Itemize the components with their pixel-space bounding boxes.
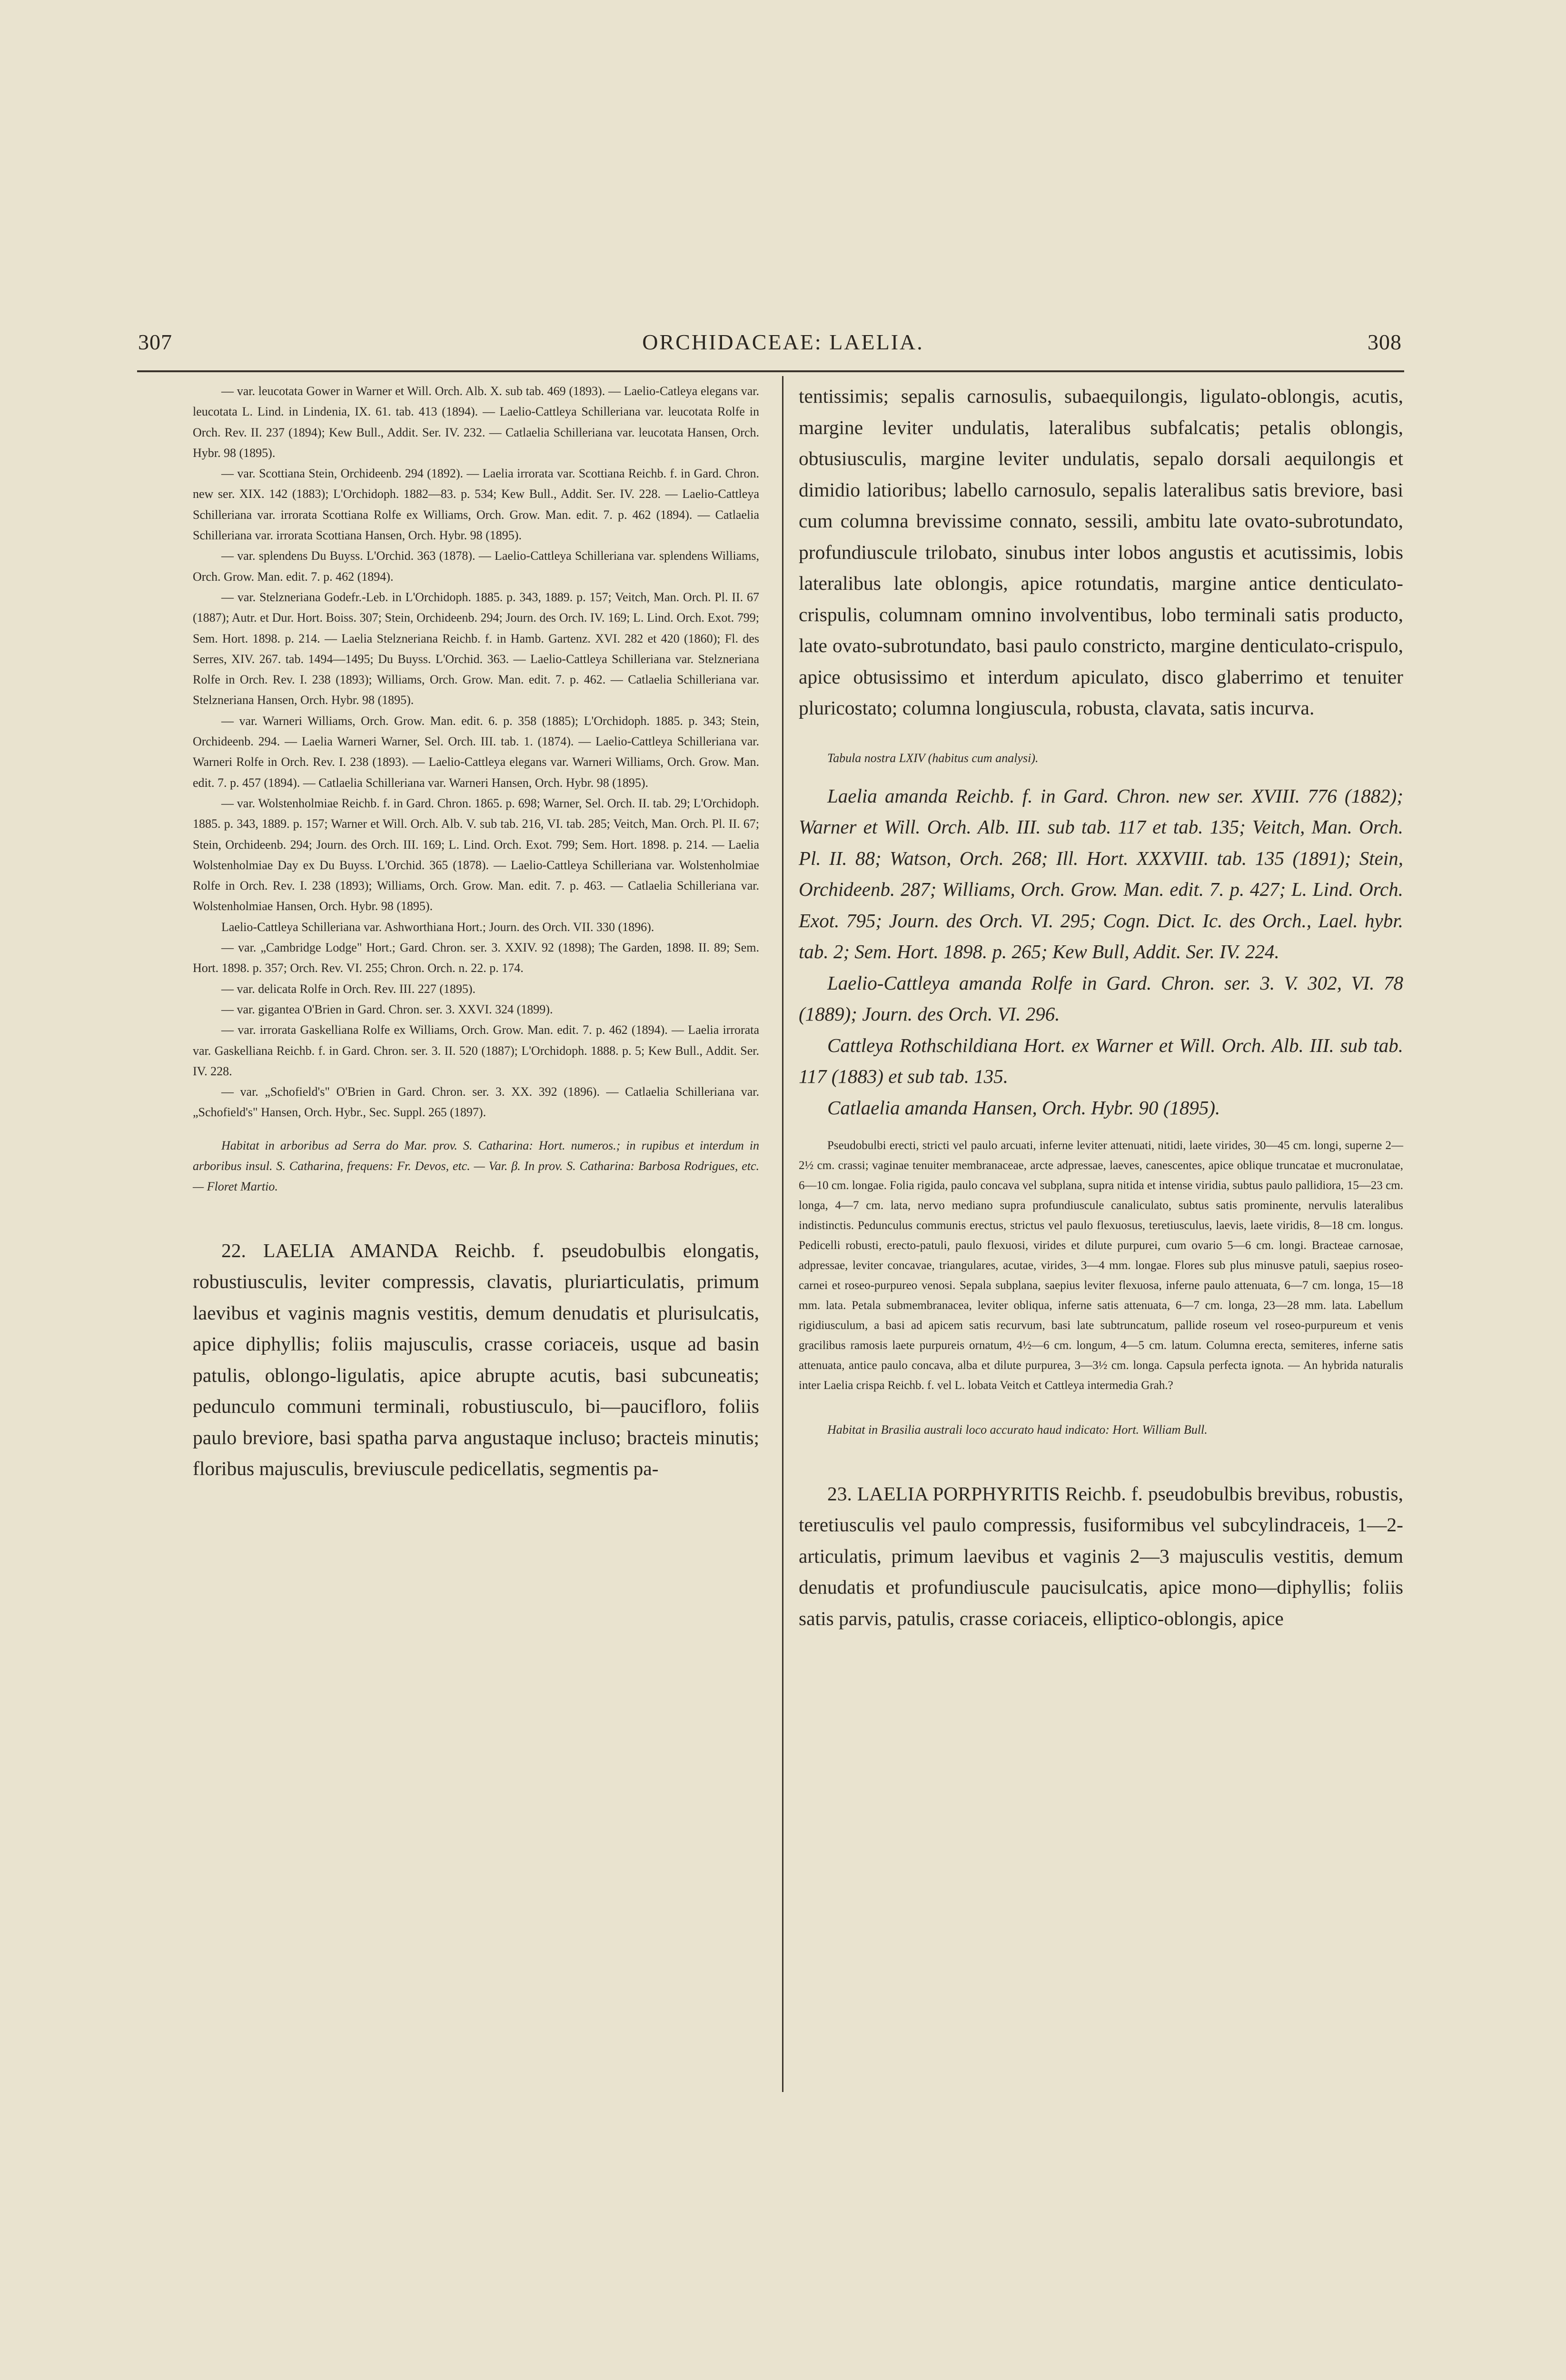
column-divider [782, 376, 783, 2092]
left-page-number: 307 [138, 330, 172, 354]
right-column [799, 381, 1403, 1634]
header-rule [137, 370, 1404, 372]
species-22-description: 22. LAELIA AMANDA Reichb. f. pseudobulbis elongatis, robustiusculis, leviter compressis, clavatis, pluriarticulatis, primum laevibus et vaginis magnis vestitis, demum denudatis et plurisulcatis, apice diphyllis; foliis majusculis, crasse coriaceis, usque ad basin patulis, oblongo-ligulatis, apice abrupte acutis, basi subcuneatis; pedunculo communi terminali, robustiusculo, bi—paucifloro, foliis paulo breviore, basi spatha parva angustaque incluso; bracteis minutis; floribus majusculis, breviuscule pedicellatis, segmentis pa- [193, 1239, 759, 1480]
habitat-note: Habitat in arboribus ad Serra do Mar. prov. S. Catharina: Hort. numeros.; in rupibus et interdum in arboribus insul. S. Catharina, frequens: Fr. Devos, etc. — Var. β. In prov. S. Catharina: Barbosa Rodrigues, etc. — Floret Martio. [193, 1138, 759, 1194]
variety-entry: — var. Wolstenholmiae Reichb. f. in Gard. Chron. 1865. p. 698; Warner, Sel. Orch. II. tab. 29; L'Orchidoph. 1885. p. 343, 1889. p. 157; Warner et Will. Orch. Alb. V. sub tab. 216, VI. tab. 285; Veitch, Man. Orch. Pl. II. 67; Stein, Orchideenb. 294; Journ. des Orch. III. 169; L. Lind. Orch. Exot. 799; Sem. Hort. 1898. p. 214. — Laelia Wolstenholmiae Day ex Du Buyss. L'Orchid. 365 (1878). — Laelio-Cattleya Schilleriana var. Wolstenholmiae Rolfe in Orch. Rev. I. 238 (1893); Williams, Orch. Grow. Man. edit. 7. p. 463. — Catlaelia Schilleriana var. Wolstenholmiae Hansen, Orch. Hybr. 98 (1895). [193, 796, 759, 913]
plate-reference: Tabula nostra LXIV (habitus cum analysi). [827, 751, 1039, 765]
variety-entry: — var. irrorata Gaskelliana Rolfe ex Williams, Orch. Grow. Man. edit. 7. p. 462 (1894). — Laelia irrorata var. Gaskelliana Reichb. f. in Gard. Chron. ser. 3. II. 520 (1887); L'Orchidoph. 1888. p. 5; Kew Bull., Addit. Ser. IV. 228. [193, 1023, 759, 1078]
synonymy-entry: Laelia amanda Reichb. f. in Gard. Chron. new ser. XVIII. 776 (1882); Warner et Will. Orch. Alb. III. sub tab. 117 et tab. 135; Veitch, Man. Orch. Pl. II. 88; Watson, Orch. 268; Ill. Hort. XXXVIII. tab. 135 (1891); Stein, Orchideenb. 287; Williams, Orch. Grow. Man. edit. 7. p. 427; L. Lind. Orch. Exot. 795; Journ. des Orch. VI. 295; Cogn. Dict. Ic. des Orch., Lael. hybr. tab. 2; Sem. Hort. 1898. p. 265; Kew Bull, Addit. Ser. IV. 224. [799, 784, 1403, 963]
species-23-description: 23. LAELIA PORPHYRITIS Reichb. f. pseudobulbis brevibus, robustis, teretiusculis vel paulo compressis, fusiformibus vel subcylindraceis, 1—2-articulatis, primum laevibus et vaginis 2—3 majusculis vestitis, demum denudatis et profundiuscule paucisulcatis, apice mono—diphyllis; foliis satis parvis, patulis, crasse coriaceis, elliptico-oblongis, apice [799, 1482, 1403, 1629]
synonymy-entry: Laelio-Cattleya amanda Rolfe in Gard. Chron. ser. 3. V. 302, VI. 78 (1889); Journ. des Orch. VI. 296. [799, 972, 1403, 1025]
variety-entry: Laelio-Cattleya Schilleriana var. Ashworthiana Hort.; Journ. des Orch. VII. 330 (1896). [221, 920, 654, 934]
left-column [193, 381, 759, 1485]
variety-entry: — var. gigantea O'Brien in Gard. Chron. ser. 3. XXVI. 324 (1899). [221, 1002, 553, 1016]
variety-entry: — var. leucotata Gower in Warner et Will. Orch. Alb. X. sub tab. 469 (1893). — Laelio-Catleya elegans var. leucotata L. Lind. in Lindenia, IX. 61. tab. 413 (1894). — Laelio-Cattleya Schilleriana var. leucotata Rolfe in Orch. Rev. II. 237 (1894); Kew Bull., Addit. Ser. IV. 232. — Catlaelia Schilleriana var. leucotata Hansen, Orch. Hybr. 98 (1895). [193, 384, 759, 460]
variety-entry: — var. Warneri Williams, Orch. Grow. Man. edit. 6. p. 358 (1885); L'Orchidoph. 1885. p. 343; Stein, Orchideenb. 294. — Laelia Warneri Warner, Sel. Orch. III. tab. 1. (1874). — Laelio-Cattleya Schilleriana var. Warneri Rolfe in Orch. Rev. I. 238 (1893). — Laelio-Cattleya elegans var. Warneri Williams, Orch. Grow. Man. edit. 7. p. 457 (1894). — Catlaelia Schilleriana var. Warneri Hansen, Orch. Hybr. 98 (1895). [193, 714, 759, 790]
species-22-description-continued: tentissimis; sepalis carnosulis, subaequilongis, ligulato-oblongis, acutis, margine leviter undulatis, lateralibus subfalcatis; petalis oblongis, obtusiusculis, margine leviter undulatis, sepalo dorsali aequilongis et dimidio latioribus; labello carnosulo, sepalis lateralibus satis breviore, basi cum columna brevissime connato, sessili, ambitu late ovato-subrotundato, profundiuscule trilobato, sinubus inter lobos angustis et acutissimis, lobis lateralibus late oblongis, apice rotundatis, margine antice denticulato-crispulis, columnam omnino involventibus, lobo terminali satis producto, late ovato-subrotundato, basi paulo constricto, margine denticulato-crispulo, apice obtusissimo et interdum apiculato, disco glaberrimo et tenuiter pluricostato; columna longiuscula, robusta, clavata, satis incurva. [799, 385, 1403, 719]
variety-entry: — var. delicata Rolfe in Orch. Rev. III. 227 (1895). [221, 982, 476, 996]
variety-entry: — var. „Schofield's" O'Brien in Gard. Chron. ser. 3. XX. 392 (1896). — Catlaelia Schilleriana var. „Schofield's" Hansen, Orch. Hybr., Sec. Suppl. 265 (1897). [193, 1085, 759, 1120]
variety-entry: — var. Stelzneriana Godefr.-Leb. in L'Orchidoph. 1885. p. 343, 1889. p. 157; Veitch, Man. Orch. Pl. II. 67 (1887); Autr. et Dur. Hort. Boiss. 307; Stein, Orchideenb. 294; Journ. des Orch. IV. 169; L. Lind. Orch. Exot. 799; Sem. Hort. 1898. p. 214. — Laelia Stelzneriana Reichb. f. in Hamb. Gartenz. XVI. 282 et 420 (1860); Fl. des Serres, XIV. 267. tab. 1494—1495; Du Buyss. L'Orchid. 363. — Laelio-Cattleya Schilleriana var. Stelzneriana Rolfe in Orch. Rev. I. 238 (1893); Williams, Orch. Grow. Man. edit. 7. p. 462. — Catlaelia Schilleriana var. Stelzneriana Hansen, Orch. Hybr. 98 (1895). [193, 590, 759, 707]
variety-entry: — var. „Cambridge Lodge" Hort.; Gard. Chron. ser. 3. XXIV. 92 (1898); The Garden, 1898. II. 89; Sem. Hort. 1898. p. 357; Orch. Rev. VI. 255; Chron. Orch. n. 22. p. 174. [193, 941, 759, 975]
running-title: ORCHIDACEAE: LAELIA. [642, 330, 924, 354]
variety-entry: — var. Scottiana Stein, Orchideenb. 294 (1892). — Laelia irrorata var. Scottiana Reichb. f. in Gard. Chron. new ser. XIX. 142 (1883); L'Orchidoph. 1882—83. p. 534; Kew Bull., Addit. Ser. IV. 228. — Laelio-Cattleya Schilleriana var. irrorata Scottiana Rolfe ex Williams, Orch. Grow. Man. edit. 7. p. 462 (1894). — Catlaelia Schilleriana var. irrorata Scottiana Hansen, Orch. Hybr. 98 (1895). [193, 466, 759, 543]
synonymy-entry: Cattleya Rothschildiana Hort. ex Warner et Will. Orch. Alb. III. sub tab. 117 (1883) et sub tab. 135. [799, 1034, 1403, 1088]
synonymy-entry: Catlaelia amanda Hansen, Orch. Hybr. 90 (1895). [827, 1096, 1220, 1119]
habitat-note: Habitat in Brasilia australi loco accurato haud indicato: Hort. William Bull. [827, 1423, 1208, 1437]
morphology-details: Pseudobulbi erecti, stricti vel paulo arcuati, inferne leviter attenuati, nitidi, laete virides, 30—45 cm. longi, superne 2—2½ cm. crassi; vaginae tenuiter membranaceae, arcte adpressae, laeves, canescentes, apice oblique truncatae et mucronulatae, 6—10 cm. longae. Folia rigida, paulo concava vel subplana, supra nitida et intense viridia, subtus paulo pallidiora, 15—23 cm. longa, 4—7 cm. lata, nervo mediano supra profundiuscule canaliculato, subtus satis prominente, nervulis lateralibus indistinctis. Pedunculus communis erectus, strictus vel paulo flexuosus, teretiusculus, laevis, laete viridis, 8—18 cm. longus. Pedicelli robusti, erecto-patuli, paulo flexuosi, virides et dilute purpurei, cum ovario 5—6 cm. longi. Bracteae carnosae, adpressae, leviter concavae, triangulares, acutae, virides, 3—4 mm. longae. Flores sub plus minusve patuli, saepius roseo-carnei et roseo-purpureo venosi. Sepala subplana, saepius leviter flexuosa, inferne paulo attenuata, 6—7 cm. longa, 15—18 mm. lata. Petala submembranacea, leviter obliqua, inferne satis attenuata, 6—7 cm. longa, 23—28 mm. lata. Labellum rigidiusculum, a basi ad apicem satis recurvum, basi late subtruncatum, pallide roseum vel roseo-purpureum et venis gracilibus ramosis laete purpureis ornatum, 4½—6 cm. longum, 4—5 cm. latum. Columna erecta, semiteres, inferne satis attenuata, antice paulo concava, alba et dilute purpurea, 3—3½ cm. longa. Capsula perfecta ignota. — An hybrida naturalis inter Laelia crispa Reichb. f. vel L. lobata Veitch et Cattleya intermedia Grah.? [799, 1139, 1403, 1392]
right-page-number: 308 [1368, 330, 1402, 354]
variety-entry: — var. splendens Du Buyss. L'Orchid. 363 (1878). — Laelio-Cattleya Schilleriana var. splendens Williams, Orch. Grow. Man. edit. 7. p. 462 (1894). [193, 549, 759, 584]
